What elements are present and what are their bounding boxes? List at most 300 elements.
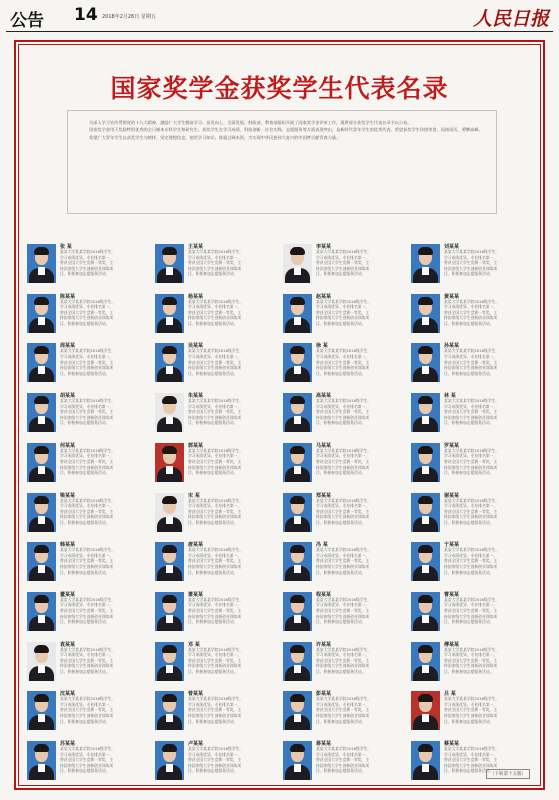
student-name: 周某某 [60,343,76,350]
student-entry [155,587,283,640]
student-bio [188,647,278,687]
photo-collar [422,416,429,424]
student-bio-line: 曾获全国大学生竞赛一等奖，主 [188,458,242,464]
student-photo [27,244,56,283]
student-name: 苏某某 [60,741,76,747]
student-bio-line: 持国家级大学生创新创业训练项 [316,414,370,420]
photo-collar [422,466,429,474]
student-bio [188,299,278,339]
photo-collar [38,317,45,325]
student-bio [188,696,278,736]
student-bio-line: 学习成绩优异，专业排名第一， [316,552,370,558]
student-bio-line: 持国家级大学生创新创业训练项 [316,663,370,669]
student-bio [60,299,150,339]
student-bio-line: 目，积极参加志愿服务活动。 [316,370,366,376]
student-bio-line: 学习成绩优异，专业排名第一， [188,353,242,359]
student-entry [27,239,155,292]
student-bio-line: 某某大学某某学院2016级学生， [444,646,500,652]
photo-collar [38,714,45,722]
student-bio [444,398,534,438]
student-bio-line: 持国家级大学生创新创业训练项 [60,663,114,669]
student-bio [60,448,150,488]
student-photo [155,393,184,432]
student-name: 陈某某 [60,293,76,300]
photo-hair [418,595,433,603]
student-entry [283,488,411,541]
student-bio [444,547,534,587]
student-bio-line: 曾获全国大学生竞赛一等奖，主 [60,309,114,315]
student-bio-line: 目，积极参加志愿服务活动。 [60,470,110,476]
student-bio-line: 曾获全国大学生竞赛一等奖，主 [60,260,114,266]
student-bio-line: 目，积极参加志愿服务活动。 [444,420,494,426]
student-name: 傅某某 [444,641,460,648]
student-bio-line: 曾获全国大学生竞赛一等奖，主 [316,558,370,564]
student-bio-line: 学习成绩优异，专业排名第一， [444,701,498,707]
student-name: 黄某某 [444,293,460,300]
student-bio-line: 学习成绩优异，专业排名第一， [316,503,370,509]
student-name: 何某某 [60,442,76,449]
photo-collar [294,466,301,474]
photo-collar [422,764,429,772]
student-bio-line: 曾获全国大学生竞赛一等奖，主 [60,657,114,663]
student-bio-line: 目，积极参加志愿服务活动。 [188,420,238,426]
student-bio-line: 目，积极参加志愿服务活动。 [60,519,110,525]
photo-collar [166,665,173,673]
student-bio-line: 某某大学某某学院2016级学生， [188,447,244,453]
student-name: 彭某某 [316,691,332,698]
student-bio-line: 持国家级大学生创新创业训练项 [316,762,370,768]
student-bio [444,348,534,388]
student-bio [444,597,534,637]
photo-collar [294,764,301,772]
photo-hair [418,694,433,702]
photo-hair [418,247,433,255]
photo-collar [422,366,429,374]
student-bio-line: 目，积极参加志愿服务活动。 [444,668,494,674]
student-bio-line: 某某大学某某学院2016级学生， [316,447,372,453]
photo-collar [422,267,429,275]
photo-collar [422,714,429,722]
student-entry [411,488,539,541]
photo-collar [166,317,173,325]
student-entry [155,289,283,342]
student-bio-line: 学习成绩优异，专业排名第一， [316,652,370,658]
student-bio-line: 曾获全国大学生竞赛一等奖，主 [60,409,114,415]
student-name: 李某某 [316,244,332,250]
student-photo [27,443,56,482]
student-bio-line: 曾获全国大学生竞赛一等奖，主 [444,608,498,614]
student-bio-line: 持国家级大学生创新创业训练项 [60,414,114,420]
student-entry [411,438,539,491]
student-bio-line: 目，积极参加志愿服务活动。 [444,569,494,575]
photo-hair [290,496,305,504]
student-bio-line: 学习成绩优异，专业排名第一， [60,353,114,359]
student-entry [27,388,155,441]
student-bio-line: 学习成绩优异，专业排名第一， [60,602,114,608]
student-photo [27,393,56,432]
student-photo [27,691,56,730]
student-bio-line: 持国家级大学生创新创业训练项 [60,613,114,619]
student-bio [60,597,150,637]
student-photo [283,343,312,382]
student-name: 徐 某 [316,343,328,350]
student-bio-line: 某某大学某某学院2016级学生， [188,398,244,404]
student-bio [60,647,150,687]
student-bio-line: 持国家级大学生创新创业训练项 [316,613,370,619]
student-name: 梁某某 [60,492,76,499]
student-entry [155,388,283,441]
student-bio-line: 目，积极参加志愿服务活动。 [316,718,366,724]
student-photo [155,443,184,482]
photo-collar [166,764,173,772]
newspaper-logo: 人民日报 [472,8,549,30]
student-bio-line: 目，积极参加志愿服务活动。 [316,569,366,575]
student-bio-line: 学习成绩优异，专业排名第一， [316,701,370,707]
photo-collar [294,366,301,374]
photo-collar [38,615,45,623]
student-bio-line: 曾获全国大学生竞赛一等奖，主 [188,309,242,315]
section-label: 公告 [10,11,44,31]
photo-collar [166,615,173,623]
student-bio-line: 曾获全国大学生竞赛一等奖，主 [60,707,114,713]
photo-hair [34,247,49,255]
photo-hair [162,545,177,553]
student-bio-line: 目，积极参加志愿服务活动。 [188,321,238,327]
student-bio-line: 曾获全国大学生竞赛一等奖，主 [60,508,114,514]
student-bio-line: 某某大学某某学院2016级学生， [60,646,116,652]
student-name: 王某某 [188,244,204,250]
student-bio-line: 学习成绩优异，专业排名第一， [188,403,242,409]
photo-collar [422,516,429,524]
student-bio-line: 某某大学某某学院2016级学生， [316,348,372,354]
photo-hair [34,595,49,603]
photo-collar [294,416,301,424]
student-bio [60,249,150,289]
student-bio-line: 持国家级大学生创新创业训练项 [188,365,242,371]
student-entry [27,587,155,640]
student-bio-line: 目，积极参加志愿服务活动。 [60,370,110,376]
photo-hair [34,446,49,454]
student-bio-line: 曾获全国大学生竞赛一等奖，主 [316,458,370,464]
student-bio-line: 曾获全国大学生竞赛一等奖，主 [188,359,242,365]
student-bio-line: 学习成绩优异，专业排名第一， [444,304,498,310]
student-bio-line: 目，积极参加志愿服务活动。 [188,370,238,376]
student-bio-line: 学习成绩优异，专业排名第一， [60,503,114,509]
student-bio-line: 曾获全国大学生竞赛一等奖，主 [188,608,242,614]
student-photo [283,642,312,681]
student-photo [411,343,440,382]
photo-collar [166,267,173,275]
student-entry [411,587,539,640]
student-bio [188,597,278,637]
student-bio-line: 某某大学某某学院2016级学生， [444,348,500,354]
student-name: 吴某某 [188,343,204,350]
student-bio-line: 某某大学某某学院2016级学生， [316,249,372,254]
photo-collar [294,615,301,623]
student-photo [155,642,184,681]
student-bio-line: 目，积极参加志愿服务活动。 [188,768,238,774]
student-grid [27,239,539,787]
student-bio-line: 目，积极参加志愿服务活动。 [188,519,238,525]
photo-hair [290,595,305,603]
photo-hair [34,545,49,553]
student-bio-line: 学习成绩优异，专业排名第一， [444,453,498,459]
photo-collar [166,565,173,573]
photo-collar [422,615,429,623]
student-bio-line: 学习成绩优异，专业排名第一， [188,701,242,707]
student-bio-line: 持国家级大学生创新创业训练项 [188,613,242,619]
student-bio-line: 某某大学某某学院2016级学生， [444,398,500,404]
student-bio [316,547,406,587]
photo-collar [38,764,45,772]
student-bio-line: 曾获全国大学生竞赛一等奖，主 [60,608,114,614]
student-bio [188,348,278,388]
student-entry [411,239,539,292]
student-bio-line: 某某大学某某学院2016级学生， [188,646,244,652]
masthead [6,4,553,32]
student-photo [155,343,184,382]
student-entry [27,338,155,391]
photo-collar [38,466,45,474]
photo-collar [422,317,429,325]
student-photo [411,294,440,333]
student-bio [316,448,406,488]
date-line: 2018年2月26日 星期五 [102,14,156,20]
photo-hair [290,694,305,702]
photo-hair [418,446,433,454]
student-bio-line: 持国家级大学生创新创业训练项 [188,713,242,719]
photo-hair [290,247,305,255]
photo-collar [422,565,429,573]
student-entry [27,637,155,690]
student-photo [411,691,440,730]
student-bio [188,498,278,538]
student-name: 曾某某 [188,691,204,698]
student-name: 郭某某 [188,442,204,449]
continued-note: （下转第十五版） [486,769,530,779]
student-bio-line: 学习成绩优异，专业排名第一， [60,304,114,310]
student-bio [444,746,534,786]
student-photo [155,592,184,631]
photo-collar [38,366,45,374]
student-name: 罗某某 [444,442,460,449]
student-entry [283,637,411,690]
student-bio-line: 曾获全国大学生竞赛一等奖，主 [188,757,242,763]
student-bio-line: 持国家级大学生创新创业训练项 [444,464,498,470]
student-name: 谢某某 [444,492,460,499]
student-bio-line: 学习成绩优异，专业排名第一， [188,453,242,459]
student-bio-line: 某某大学某某学院2016级学生， [188,596,244,602]
student-name: 萧某某 [188,591,204,598]
photo-collar [166,416,173,424]
student-entry [411,686,539,739]
photo-hair [162,297,177,305]
student-bio-line: 曾获全国大学生竞赛一等奖，主 [444,657,498,663]
student-bio-line: 持国家级大学生创新创业训练项 [316,265,370,271]
student-photo [411,393,440,432]
student-bio-line: 目，积极参加志愿服务活动。 [316,519,366,525]
student-bio-line: 学习成绩优异，专业排名第一， [316,353,370,359]
student-bio-line: 目，积极参加志愿服务活动。 [60,768,110,774]
student-bio-line: 某某大学某某学院2016级学生， [444,746,500,751]
student-name: 林 某 [444,393,456,400]
student-bio-line: 目，积极参加志愿服务活动。 [316,768,366,774]
photo-collar [294,714,301,722]
student-bio-line: 学习成绩优异，专业排名第一， [444,353,498,359]
student-bio-line: 目，积极参加志愿服务活动。 [60,569,110,575]
student-bio-line: 学习成绩优异，专业排名第一， [444,751,498,757]
student-bio-line: 学习成绩优异，专业排名第一， [444,503,498,509]
student-bio-line: 某某大学某某学院2016级学生， [188,348,244,354]
photo-hair [290,545,305,553]
student-bio [188,448,278,488]
student-entry [283,587,411,640]
student-bio-line: 目，积极参加志愿服务活动。 [188,619,238,625]
student-bio [444,299,534,339]
student-bio-line: 曾获全国大学生竞赛一等奖，主 [316,508,370,514]
photo-collar [38,267,45,275]
photo-hair [34,297,49,305]
student-photo [283,294,312,333]
student-bio-line: 学习成绩优异，专业排名第一， [60,254,114,260]
student-bio-line: 持国家级大学生创新创业训练项 [60,563,114,569]
student-bio-line: 持国家级大学生创新创业训练项 [60,315,114,321]
student-bio-line: 曾获全国大学生竞赛一等奖，主 [60,558,114,564]
student-bio-line: 某某大学某某学院2016级学生， [444,696,500,702]
student-name: 郑某某 [316,492,332,499]
photo-hair [162,744,177,752]
student-bio [316,696,406,736]
student-bio-line: 某某大学某某学院2016级学生， [316,497,372,503]
student-photo [155,691,184,730]
student-bio-line: 持国家级大学生创新创业训练项 [60,762,114,768]
intro-paragraph: 国家奖学金用于奖励特别优秀的全日制本专科学生和研究生。获奖学生在学习成绩、科技创新、社会实践、志愿服务等方面表现突出，是新时代青年学生的优秀代表，希望获奖学生珍惜荣誉，再接再厉，勇攀高峰。 [89,127,483,133]
student-bio-line: 某某大学某某学院2016级学生， [60,696,116,702]
photo-hair [290,446,305,454]
student-bio-line: 目，积极参加志愿服务活动。 [444,470,494,476]
student-photo [283,493,312,532]
photo-hair [34,694,49,702]
student-bio-line: 某某大学某某学院2016级学生， [60,398,116,404]
student-bio-line: 曾获全国大学生竞赛一等奖，主 [316,707,370,713]
student-photo [283,592,312,631]
student-photo [155,294,184,333]
student-bio-line: 某某大学某某学院2016级学生， [316,696,372,702]
student-name: 沈某某 [60,691,76,698]
student-entry [283,736,411,789]
student-bio-line: 学习成绩优异，专业排名第一， [444,254,498,260]
student-bio-line: 目，积极参加志愿服务活动。 [60,619,110,625]
photo-hair [34,496,49,504]
student-photo [411,592,440,631]
student-bio-line: 目，积极参加志愿服务活动。 [316,619,366,625]
student-photo [27,741,56,780]
student-name: 韩某某 [60,542,76,549]
photo-hair [290,396,305,404]
student-bio-line: 持国家级大学生创新创业训练项 [188,514,242,520]
student-bio-line: 曾获全国大学生竞赛一等奖，主 [188,707,242,713]
student-photo [27,493,56,532]
student-bio-line: 某某大学某某学院2016级学生， [188,497,244,503]
student-bio-line: 目，积极参加志愿服务活动。 [188,271,238,277]
student-bio-line: 持国家级大学生创新创业训练项 [188,464,242,470]
student-bio-line: 目，积极参加志愿服务活动。 [316,420,366,426]
student-bio-line: 持国家级大学生创新创业训练项 [316,464,370,470]
student-photo [411,244,440,283]
photo-hair [162,396,177,404]
student-bio-line: 目，积极参加志愿服务活动。 [60,321,110,327]
student-name: 吕 某 [444,691,456,698]
student-photo [27,642,56,681]
photo-collar [422,665,429,673]
student-bio-line: 某某大学某某学院2016级学生， [188,547,244,553]
student-bio-line: 曾获全国大学生竞赛一等奖，主 [444,508,498,514]
photo-hair [418,297,433,305]
student-photo [283,393,312,432]
student-bio-line: 目，积极参加志愿服务活动。 [444,619,494,625]
student-bio-line: 某某大学某某学院2016级学生， [444,447,500,453]
student-name: 董某某 [60,591,76,598]
student-bio-line: 某某大学某某学院2016级学生， [188,298,244,304]
student-bio-line: 持国家级大学生创新创业训练项 [60,713,114,719]
student-bio-line: 学习成绩优异，专业排名第一， [60,403,114,409]
student-bio-line: 学习成绩优异，专业排名第一， [188,652,242,658]
student-entry [411,637,539,690]
student-bio-line: 目，积极参加志愿服务活动。 [444,370,494,376]
student-name: 赵某某 [316,293,332,300]
student-bio-line: 曾获全国大学生竞赛一等奖，主 [316,359,370,365]
student-bio-line: 持国家级大学生创新创业训练项 [444,713,498,719]
student-entry [155,488,283,541]
student-entry [283,388,411,441]
student-bio-line: 持国家级大学生创新创业训练项 [316,514,370,520]
student-name: 马某某 [316,442,332,449]
student-entry [155,686,283,739]
student-entry [411,736,539,789]
student-bio-line: 学习成绩优异，专业排名第一， [316,304,370,310]
student-bio-line: 持国家级大学生创新创业训练项 [316,713,370,719]
student-bio-line: 持国家级大学生创新创业训练项 [444,315,498,321]
student-bio-line: 曾获全国大学生竞赛一等奖，主 [188,657,242,663]
student-entry [283,239,411,292]
student-photo [411,443,440,482]
student-name: 邓 某 [188,641,200,648]
student-bio-line: 持国家级大学生创新创业训练项 [444,414,498,420]
photo-collar [38,565,45,573]
student-bio-line: 某某大学某某学院2016级学生， [60,497,116,503]
student-bio-line: 某某大学某某学院2016级学生， [316,547,372,553]
student-photo [283,244,312,283]
student-bio-line: 持国家级大学生创新创业训练项 [188,663,242,669]
student-name: 朱某某 [188,393,204,400]
photo-hair [34,346,49,354]
announcement-frame [14,40,545,790]
photo-hair [418,346,433,354]
photo-collar [294,516,301,524]
student-bio-line: 持国家级大学生创新创业训练项 [316,365,370,371]
photo-hair [162,247,177,255]
student-bio-line: 学习成绩优异，专业排名第一， [188,751,242,757]
student-bio-line: 持国家级大学生创新创业训练项 [444,663,498,669]
student-name: 冯 某 [316,542,328,549]
student-entry [155,537,283,590]
page-number: 14 [74,5,98,25]
student-bio-line: 某某大学某某学院2016级学生， [188,746,244,751]
student-bio-line: 曾获全国大学生竞赛一等奖，主 [316,309,370,315]
student-name: 于某某 [444,542,460,549]
student-bio-line: 目，积极参加志愿服务活动。 [444,718,494,724]
photo-collar [38,665,45,673]
